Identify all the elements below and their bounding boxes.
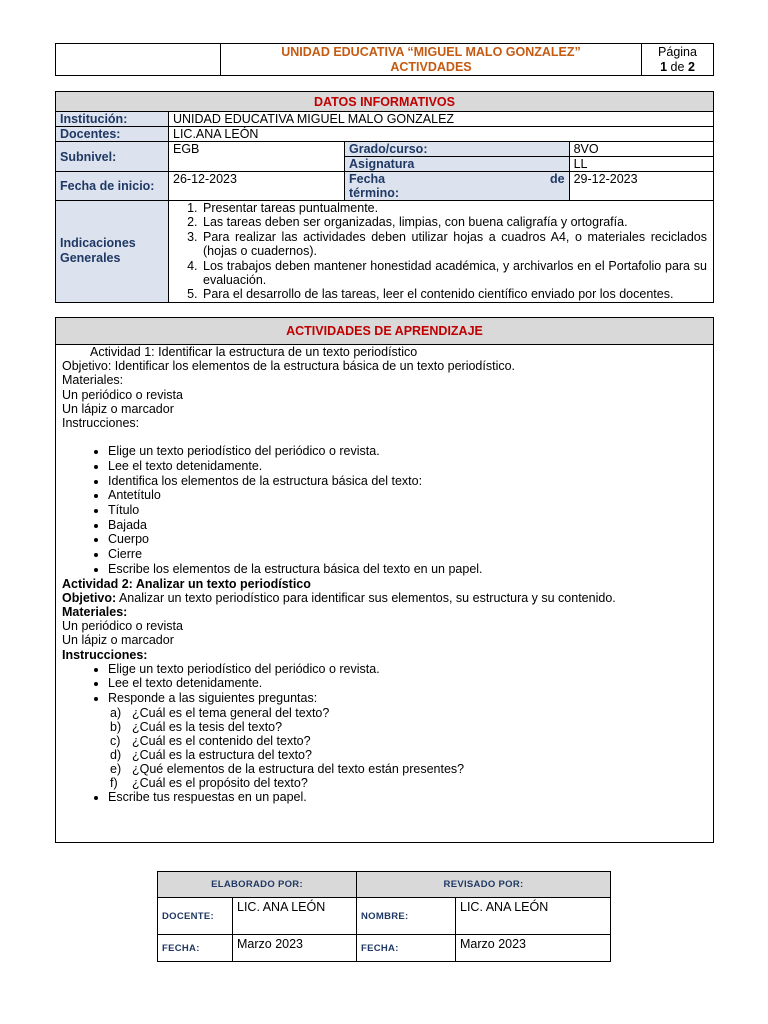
docente-value: LIC. ANA LEÓN: [233, 898, 357, 935]
indicacion-item: 1. Presentar tareas puntualmente.: [201, 201, 707, 215]
material-item: Un periódico o revista: [62, 619, 183, 634]
step-item: • Cierre: [108, 547, 707, 562]
elaborado-header: ELABORADO POR:: [158, 872, 357, 898]
page-count: 1 de 2: [660, 59, 695, 74]
question-item: b) ¿Cuál es la tesis del texto?: [110, 719, 283, 734]
header-table: [55, 43, 714, 76]
step-item: • Escribe tus respuestas en un papel.: [108, 790, 707, 805]
asignatura-label: Asignatura: [345, 157, 570, 172]
fecha-inicio-label: Fecha de inicio:: [56, 172, 169, 201]
actividad-1-materiales-label: Materiales:: [62, 373, 124, 388]
header-logo-cell: [56, 44, 221, 76]
docentes-label: Docentes:: [56, 127, 169, 142]
page-label: Página: [658, 44, 697, 59]
fecha-value: Marzo 2023: [456, 935, 611, 962]
actividad-1-objetivo: Objetivo: Identificar los elementos de la estructura básica de un texto periodístico.: [62, 359, 516, 374]
actividad-2-instrucciones-label: Instrucciones:: [62, 647, 148, 662]
indicaciones-list: [173, 201, 707, 302]
material-item: Un lápiz o marcador: [62, 401, 174, 416]
indicacion-item: 3. Para realizar las actividades deben utilizar hojas a cuadros A4, o materiales reciclados (hojas o cuadernos).: [201, 230, 707, 259]
actividades-title: ACTIVIDADES DE APRENDIZAJE: [56, 318, 714, 345]
actividad-2-materiales-label: Materiales:: [62, 604, 128, 619]
institucion-value: UNIDAD EDUCATIVA MIGUEL MALO GONZALEZ: [169, 112, 714, 127]
actividad-2-steps: [62, 662, 707, 706]
document-subtitle: ACTIVDADES: [390, 59, 472, 74]
step-item: • Responde a las siguientes preguntas:: [108, 691, 707, 706]
material-item: Un lápiz o marcador: [62, 633, 174, 648]
datos-title: DATOS INFORMATIVOS: [56, 92, 714, 112]
actividad-2-objetivo: Objetivo: Analizar un texto periodístico para identificar sus elementos, su estructura y su contenido.: [62, 590, 616, 605]
step-item: • Antetítulo: [108, 488, 707, 503]
fecha-inicio-value: 26-12-2023: [169, 172, 345, 201]
page-indicator: [642, 44, 714, 76]
step-item: • Cuerpo: [108, 532, 707, 547]
actividad-2-final: [62, 790, 707, 805]
step-item: • Identifica los elementos de la estructura básica del texto:: [108, 474, 707, 489]
docentes-value: LIC.ANA LEÓN: [169, 127, 714, 142]
actividad-1-steps: [62, 444, 707, 576]
header-title-cell: [221, 44, 642, 76]
indicaciones-cell: [169, 201, 714, 303]
fecha-label: FECHA:: [158, 935, 233, 962]
asignatura-value: LL: [569, 157, 713, 172]
question-item: f) ¿Cuál es el propósito del texto?: [110, 775, 308, 790]
subnivel-label: Subnivel:: [56, 142, 169, 172]
fecha-termino-label: Fecha de término:: [345, 172, 570, 201]
step-item: • Elige un texto periodístico del periódico o revista.: [108, 444, 707, 459]
actividad-2-title: Actividad 2: Analizar un texto periodístico: [62, 576, 311, 591]
actividades-table: [55, 317, 714, 843]
step-item: • Escribe los elementos de la estructura básica del texto en un papel.: [108, 562, 707, 577]
revisado-header: REVISADO POR:: [357, 872, 611, 898]
step-item: • Bajada: [108, 518, 707, 533]
step-item: • Lee el texto detenidamente.: [108, 459, 707, 474]
actividad-1-instrucciones-label: Instrucciones:: [62, 416, 140, 431]
approval-table: [157, 871, 611, 962]
grado-label: Grado/curso:: [345, 142, 570, 157]
subnivel-value: EGB: [169, 142, 345, 172]
question-item: c) ¿Cuál es el contenido del texto?: [110, 733, 311, 748]
question-item: a) ¿Cuál es el tema general del texto?: [110, 705, 330, 720]
step-item: • Título: [108, 503, 707, 518]
actividad-1-title: Actividad 1: Identificar la estructura de un texto periodístico: [90, 345, 418, 359]
step-item: • Lee el texto detenidamente.: [108, 676, 707, 691]
indicaciones-label: Indicaciones Generales: [56, 201, 169, 303]
school-name: UNIDAD EDUCATIVA “MIGUEL MALO GONZALEZ”: [281, 44, 581, 59]
indicacion-item: 2. Las tareas deben ser organizadas, limpias, con buena caligrafía y ortografía.: [201, 215, 707, 229]
docente-label: DOCENTE:: [158, 898, 233, 935]
actividades-body: [56, 345, 714, 843]
fecha-termino-value: 29-12-2023: [569, 172, 713, 201]
institucion-label: Institución:: [56, 112, 169, 127]
question-list: [62, 706, 707, 790]
datos-informativos-table: [55, 91, 714, 303]
material-item: Un periódico o revista: [62, 387, 183, 402]
fecha-label: FECHA:: [357, 935, 456, 962]
nombre-value: LIC. ANA LEÓN: [456, 898, 611, 935]
question-item: e) ¿Qué elementos de la estructura del texto están presentes?: [110, 761, 465, 776]
question-item: d) ¿Cuál es la estructura del texto?: [110, 747, 312, 762]
grado-value: 8VO: [569, 142, 713, 157]
step-item: • Elige un texto periodístico del periódico o revista.: [108, 662, 707, 677]
indicacion-item: 4. Los trabajos deben mantener honestidad académica, y archivarlos en el Portafolio para su evaluación.: [201, 259, 707, 288]
nombre-label: NOMBRE:: [357, 898, 456, 935]
fecha-value: Marzo 2023: [233, 935, 357, 962]
indicacion-item: 5. Para el desarrollo de las tareas, leer el contenido científico enviado por los docentes.: [201, 287, 707, 301]
